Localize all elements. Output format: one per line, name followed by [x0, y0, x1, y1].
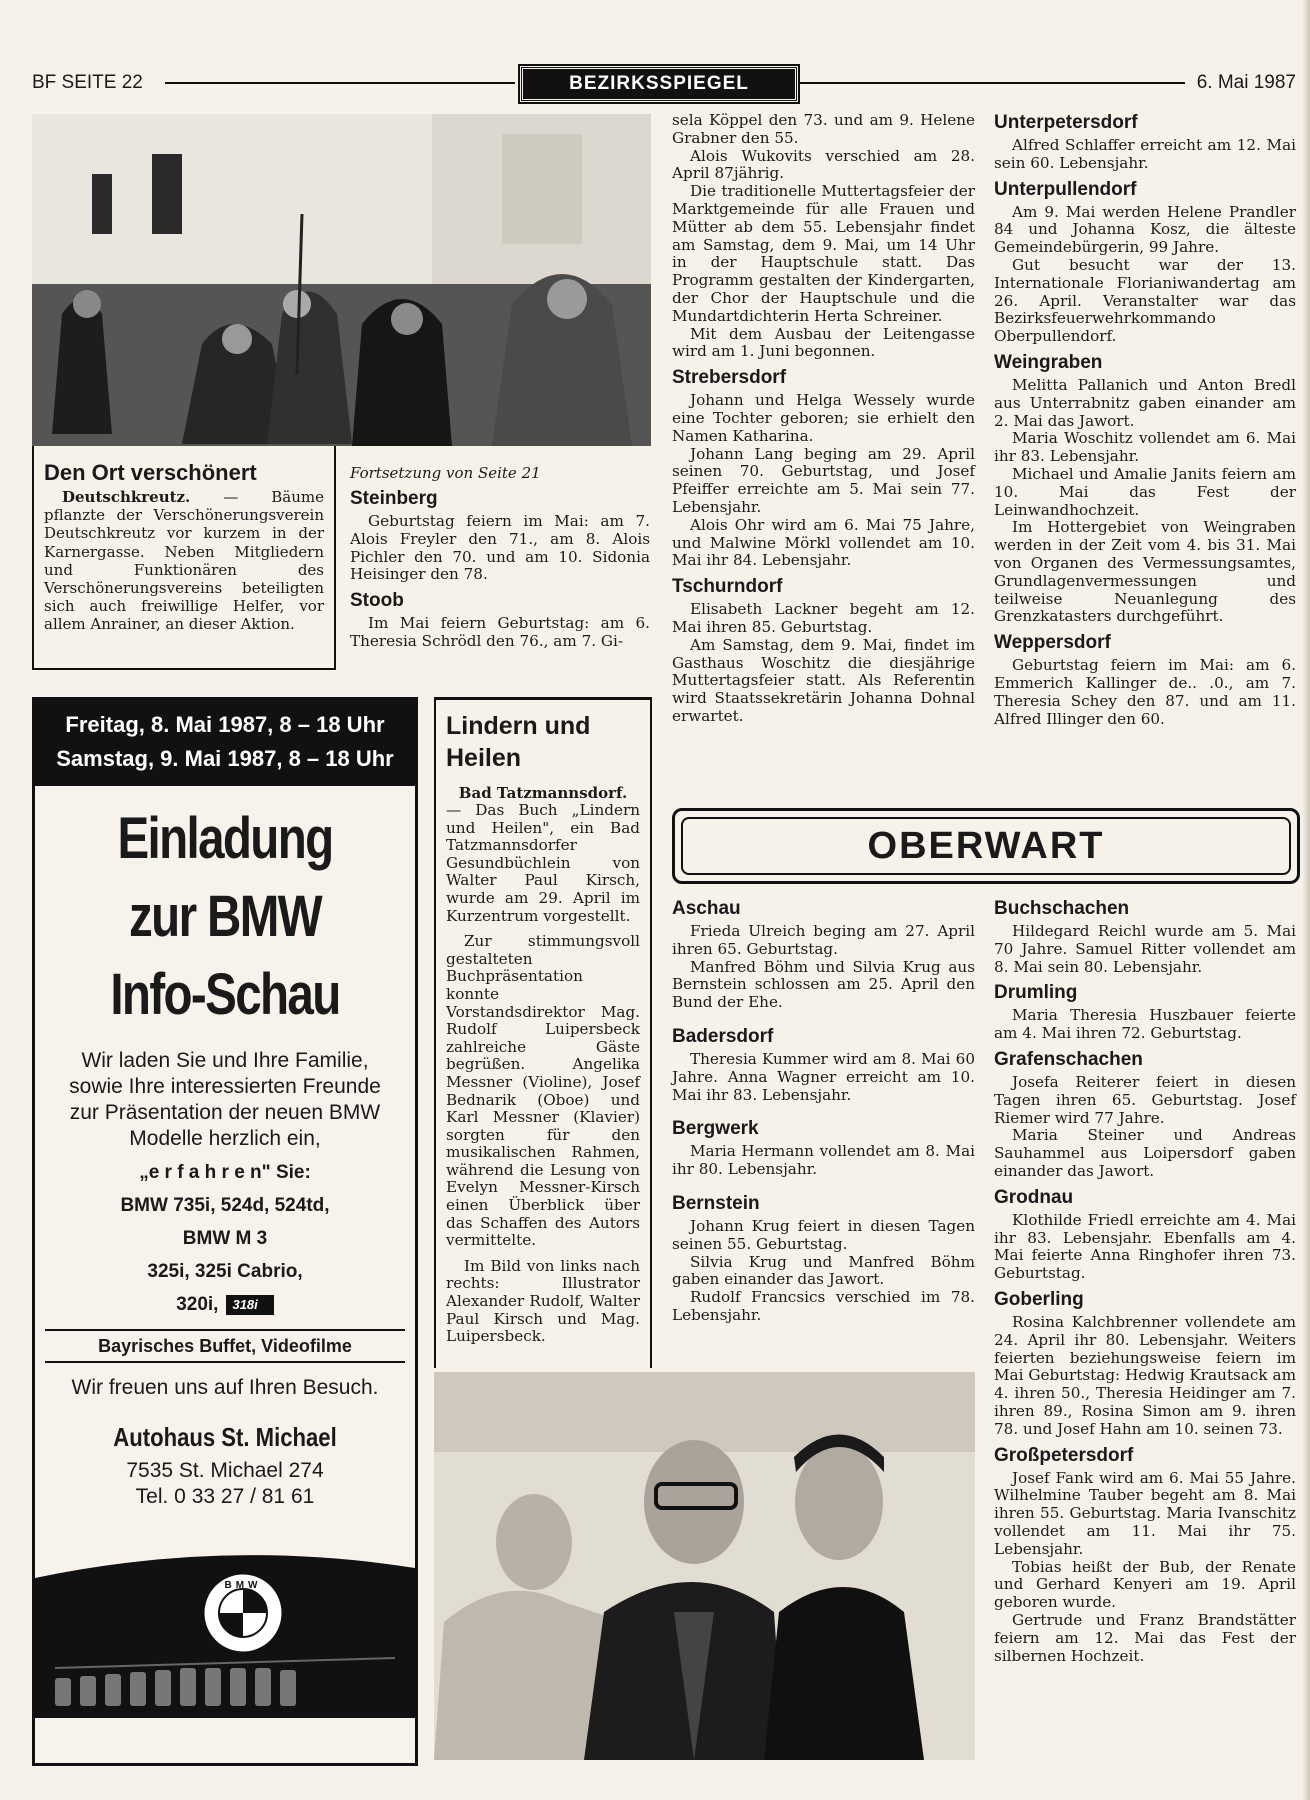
col3-p3: Die traditionelle Muttertagsfeier der Marktgemeinde für alle Frauen und Mütter ab dem 55. Lebensjahr findet am Samstag, dem 9. Mai, um 14 Uhr in der Hauptschule statt. Das Programm gestalten der Kindergarten, der Chor der Hauptschule und die Mundartdichterin Herta Schreiner. — [672, 182, 975, 325]
tschurndorf-p1: Elisabeth Lackner begeht am 12. Mai ihren 85. Geburtstag. — [672, 600, 975, 636]
den-ort-text: — Bäume pflanzte der Verschönerungsverein Deutschkreutz vor kurzem in der Karnergasse. Neben Mitgliedern und Funktionären des Verschönerungsvereins beteiligten sich auch freiwillige Helfer, vor allem Anrainer, an dieser Aktion. — [44, 488, 324, 634]
stoob-text: Im Mai feiern Geburtstag: am 6. Theresia Schrödl den 76., am 7. Gi- — [350, 614, 650, 650]
header-rule-left — [165, 82, 515, 84]
lindern-p1: — Das Buch „Lindern und Heilen", ein Bad Tatzmannsdorfer Gesundbüchlein von Walter Paul Kirsch, wurde am 29. April im Kurzentrum vorgestellt. — [446, 801, 640, 925]
lindern-title: Lindern und Heilen — [446, 712, 591, 772]
bergwerk-heading: Bergwerk — [672, 1118, 759, 1140]
ad-models-2: BMW M 3 — [182, 1228, 268, 1249]
weingraben-p4: Im Hottergebiet von Weingraben werden in der Zeit vom 4. bis 31. Mai von Organen des Vermessungsamtes, Grundlagenvermessungen und teilweise Neuanlegung des Grenzkatasters durchgeführt. — [994, 518, 1296, 626]
section-banner: BEZIRKSSPIEGEL — [520, 66, 798, 102]
bmw-logo-text: BMW — [224, 1580, 262, 1591]
ad-buffet: Bayrisches Buffet, Videofilme — [98, 1336, 352, 1356]
col3-p1: sela Köppel den 73. und am 9. Helene Grabner den 55. — [672, 111, 975, 147]
stoob-heading: Stoob — [350, 590, 404, 612]
unterpetersdorf-heading: Unterpetersdorf — [994, 112, 1138, 133]
ad-headline — [69, 800, 381, 1034]
badersdorf-text: Theresia Kummer wird am 8. Mai 60 Jahre. Anna Wagner erreicht am 10. Mai ihr 83. Lebensjahr. — [672, 1049, 975, 1104]
weingraben-p1: Melitta Pallanich und Anton Bredl aus Unterrabnitz gaben einander am 2. Mai das Jawort. — [994, 375, 1296, 430]
book-presentation-photo — [434, 1372, 975, 1760]
grosspetersdorf-p1: Josef Fank wird am 6. Mai 55 Jahre. Wilhelmine Tauber begeht am 8. Mai ihren 55. Geburtstag. Maria Ivanschitz vollendet am 11. Mai ihr 75. Lebensjahr. — [994, 1468, 1296, 1558]
page-folio: BF SEITE 22 — [32, 72, 143, 93]
buchschachen-text: Hildegard Reichl wurde am 5. Mai 70 Jahre. Samuel Ritter vollendet am 8. Mai sein 80. Lebensjahr. — [994, 922, 1296, 976]
den-ort-title: Den Ort verschönert — [44, 460, 257, 485]
ad-erfahren: „e r f a h r e n" Sie: — [139, 1162, 311, 1183]
lindern-article — [446, 710, 640, 1346]
page-edge — [1302, 0, 1310, 1800]
ad-address: 7535 St. Michael 274 — [126, 1459, 324, 1482]
weingraben-heading: Weingraben — [994, 351, 1103, 373]
ad-models-4: 320i, — [176, 1294, 219, 1315]
goberling-heading: Goberling — [994, 1288, 1084, 1310]
ad-date-friday: Freitag, 8. Mai 1987, 8 – 18 Uhr — [65, 712, 385, 737]
bmw-car-illustration — [35, 1518, 415, 1718]
bernstein-heading: Bernstein — [672, 1192, 760, 1214]
goberling-text: Rosina Kalchbrenner vollendete am 24. April ihr 80. Lebensjahr. Weiters feierten beziehungsweise feiern im Mai Geburtstag: Hedwig Krautsack am 4. ihren 50., Theresia Heidinger am 7. ihren 89., Rosina Simon am 9. ihren 78. und Josef Hahn am 10. seinen 73. — [994, 1312, 1296, 1438]
den-ort-lead: Deutschkreutz. — [62, 488, 191, 506]
weingraben-p3: Michael und Amalie Janits feiern am 10. Mai das Fest der Leinwandhochzeit. — [994, 464, 1296, 519]
lindern-p3: Im Bild von links nach rechts: Illustrator Alexander Rudolf, Walter Paul Kirsch und Mag. Luipersbeck. — [446, 1256, 640, 1346]
ad-318i-badge: 318i — [226, 1295, 273, 1315]
lindern-p2: Zur stimmungsvoll gestalteten Buchpräsentation konnte Vorstandsdirektor Mag. Rudolf Luipersbeck zahlreiche Gäste begrüßen. Angelika Messner (Violine), Josef Bednarik (Oboe) und Karl Messner (Klavier) sorgten für den musikalischen Rahmen, während die Lesung von Evelyn Messner-Kirsch einen Überblick über das Schaffen des Autors vermittelte. — [446, 932, 640, 1250]
den-ort-article — [44, 460, 324, 634]
steinberg-heading: Steinberg — [350, 488, 438, 509]
grodnau-heading: Grodnau — [994, 1186, 1074, 1208]
tschurndorf-heading: Tschurndorf — [672, 576, 783, 598]
lindern-lead: Bad Tatzmannsdorf. — [458, 784, 628, 802]
weingraben-p2: Maria Woschitz vollendet am 6. Mai ihr 83. Lebensjahr. — [994, 429, 1296, 466]
badersdorf-heading: Badersdorf — [672, 1025, 774, 1047]
ad-models-3: 325i, 325i Cabrio, — [147, 1261, 303, 1282]
ad-invite: Wir laden Sie und Ihre Familie, sowie Ihre interessierten Freunde zur Präsentation der neuen BMW Modelle herzlich ein, — [69, 1049, 381, 1150]
ad-models-1: BMW 735i, 524d, 524td, — [120, 1195, 330, 1216]
drumling-text: Maria Theresia Huszbauer feierte am 4. Mai ihren 72. Geburtstag. — [994, 1006, 1296, 1043]
grafenschachen-p2: Maria Steiner und Andreas Sauhammel aus Loipersdorf gaben einander das Jawort. — [994, 1126, 1296, 1180]
aschau-p2: Manfred Böhm und Silvia Krug aus Bernstein schlossen am 25. April den Bund der Ehe. — [672, 957, 975, 1012]
bernstein-p2: Silvia Krug und Manfred Böhm gaben einander das Jawort. — [672, 1252, 975, 1289]
aschau-p1: Frieda Ulreich beging am 27. April ihren 65. Geburtstag. — [672, 922, 975, 958]
buchschachen-heading: Buchschachen — [994, 898, 1130, 919]
ad-headline-3: Info-Schau — [110, 962, 340, 1027]
ad-buffet-box — [45, 1329, 405, 1363]
unterpetersdorf-text: Alfred Schlaffer erreicht am 12. Mai sein 60. Lebensjahr. — [994, 136, 1296, 172]
tree-planting-illustration — [32, 114, 651, 446]
weppersdorf-heading: Weppersdorf — [994, 632, 1111, 654]
issue-date: 6. Mai 1987 — [1196, 72, 1296, 93]
col3 — [672, 112, 975, 726]
header-rule-right — [800, 82, 1185, 84]
steinberg-text: Geburtstag feiern im Mai: am 7. Alois Freyler den 71., am 8. Alois Pichler den 70. und am 10. Sidonia Heisinger den 78. — [350, 512, 650, 584]
ad-date-saturday: Samstag, 9. Mai 1987, 8 – 18 Uhr — [56, 746, 394, 771]
oberwart-col-a — [672, 892, 975, 1325]
col4 — [994, 112, 1296, 728]
grafenschachen-heading: Grafenschachen — [994, 1048, 1143, 1070]
book-presentation-illustration — [434, 1372, 975, 1760]
ad-dates — [35, 700, 415, 786]
grosspetersdorf-p2: Tobias heißt der Bub, der Renate und Gerhard Kenyeri am 19. April geboren wurde. — [994, 1557, 1296, 1612]
aschau-heading: Aschau — [672, 898, 741, 919]
ad-headline-1: Einladung — [117, 806, 333, 871]
bernstein-p3: Rudolf Francsics verschied im 78. Lebensjahr. — [672, 1288, 975, 1324]
bmw-advertisement — [32, 697, 418, 1766]
ad-visit: Wir freuen uns auf Ihren Besuch. — [71, 1376, 379, 1399]
unterpullendorf-heading: Unterpullendorf — [994, 178, 1137, 200]
strebersdorf-p2: Johann Lang beging am 29. April seinen 70. Geburtstag, und Josef Pfeiffer erreichte am 5. Mai sein 77. Lebensjahr. — [672, 444, 975, 516]
bernstein-p1: Johann Krug feiert in diesen Tagen seinen 55. Geburtstag. — [672, 1216, 975, 1253]
tree-planting-photo — [32, 114, 651, 446]
ad-headline-2: zur BMW — [129, 884, 321, 949]
grodnau-text: Klothilde Friedl erreichte am 4. Mai ihr 83. Lebensjahr. Ebenfalls am 4. Mai feierte Anna Ringhofer ihren 73. Geburtstag. — [994, 1210, 1296, 1283]
unterpullendorf-p2: Gut besucht war der 13. Internationale Florianiwandertag am 26. April. Veranstalter war das Bezirksfeuerwehrkommando Oberpullendorf. — [994, 255, 1296, 346]
continued-note: Fortsetzung von Seite 21 — [350, 464, 541, 482]
grosspetersdorf-heading: Großpetersdorf — [994, 1444, 1134, 1466]
ad-car-graphic — [35, 1518, 415, 1718]
ad-models-4-row — [35, 1288, 415, 1321]
oberwart-col-b — [994, 892, 1296, 1665]
unterpullendorf-p1: Am 9. Mai werden Helene Prandler 84 und Johanna Kosz, die älteste Gemeindebürgerin, 99 Jahre. — [994, 202, 1296, 257]
ad-phone: Tel. 0 33 27 / 81 61 — [135, 1485, 315, 1508]
grafenschachen-p1: Josefa Reiterer feiert in diesen Tagen ihren 65. Geburtstag. Josef Riemer wird 77 Jahre. — [994, 1072, 1296, 1127]
strebersdorf-heading: Strebersdorf — [672, 367, 787, 389]
oberwart-banner — [672, 808, 1300, 884]
oberwart-banner-text: OBERWART — [681, 817, 1291, 875]
den-ort-body — [44, 488, 324, 634]
strebersdorf-p1: Johann und Helga Wessely wurde eine Tochter geboren; sie erhielt den Namen Katharina. — [672, 391, 975, 445]
weppersdorf-text: Geburtstag feiern im Mai: am 6. Emmerich Kallinger de.. .0., am 7. Theresia Schey den 87. und am 11. Alfred Illinger den 60. — [994, 656, 1296, 728]
col2-continued — [350, 464, 650, 651]
strebersdorf-p3: Alois Ohr wird am 6. Mai 75 Jahre, und Malwine Mörkl vollendet am 10. Mai ihr 84. Lebensjahr. — [672, 515, 975, 570]
ad-dealer: Autohaus St. Michael — [113, 1422, 337, 1452]
grosspetersdorf-p3: Gertrude und Franz Brandstätter feiern am 12. Mai das Fest der silbernen Hochzeit. — [994, 1610, 1296, 1665]
col3-p4: Mit dem Ausbau der Leitengasse wird am 1. Juni begonnen. — [672, 324, 975, 361]
bergwerk-text: Maria Hermann vollendet am 8. Mai ihr 80. Lebensjahr. — [672, 1142, 975, 1179]
tschurndorf-p2: Am Samstag, dem 9. Mai, findet im Gasthaus Woschitz die diesjährige Muttertagsfeier statt. Als Referentin wird Staatssekretärin Johanna Dohnal erwartet. — [672, 635, 975, 725]
drumling-heading: Drumling — [994, 982, 1078, 1004]
col3-p2: Alois Wukovits verschied am 28. April 87jährig. — [672, 146, 975, 183]
